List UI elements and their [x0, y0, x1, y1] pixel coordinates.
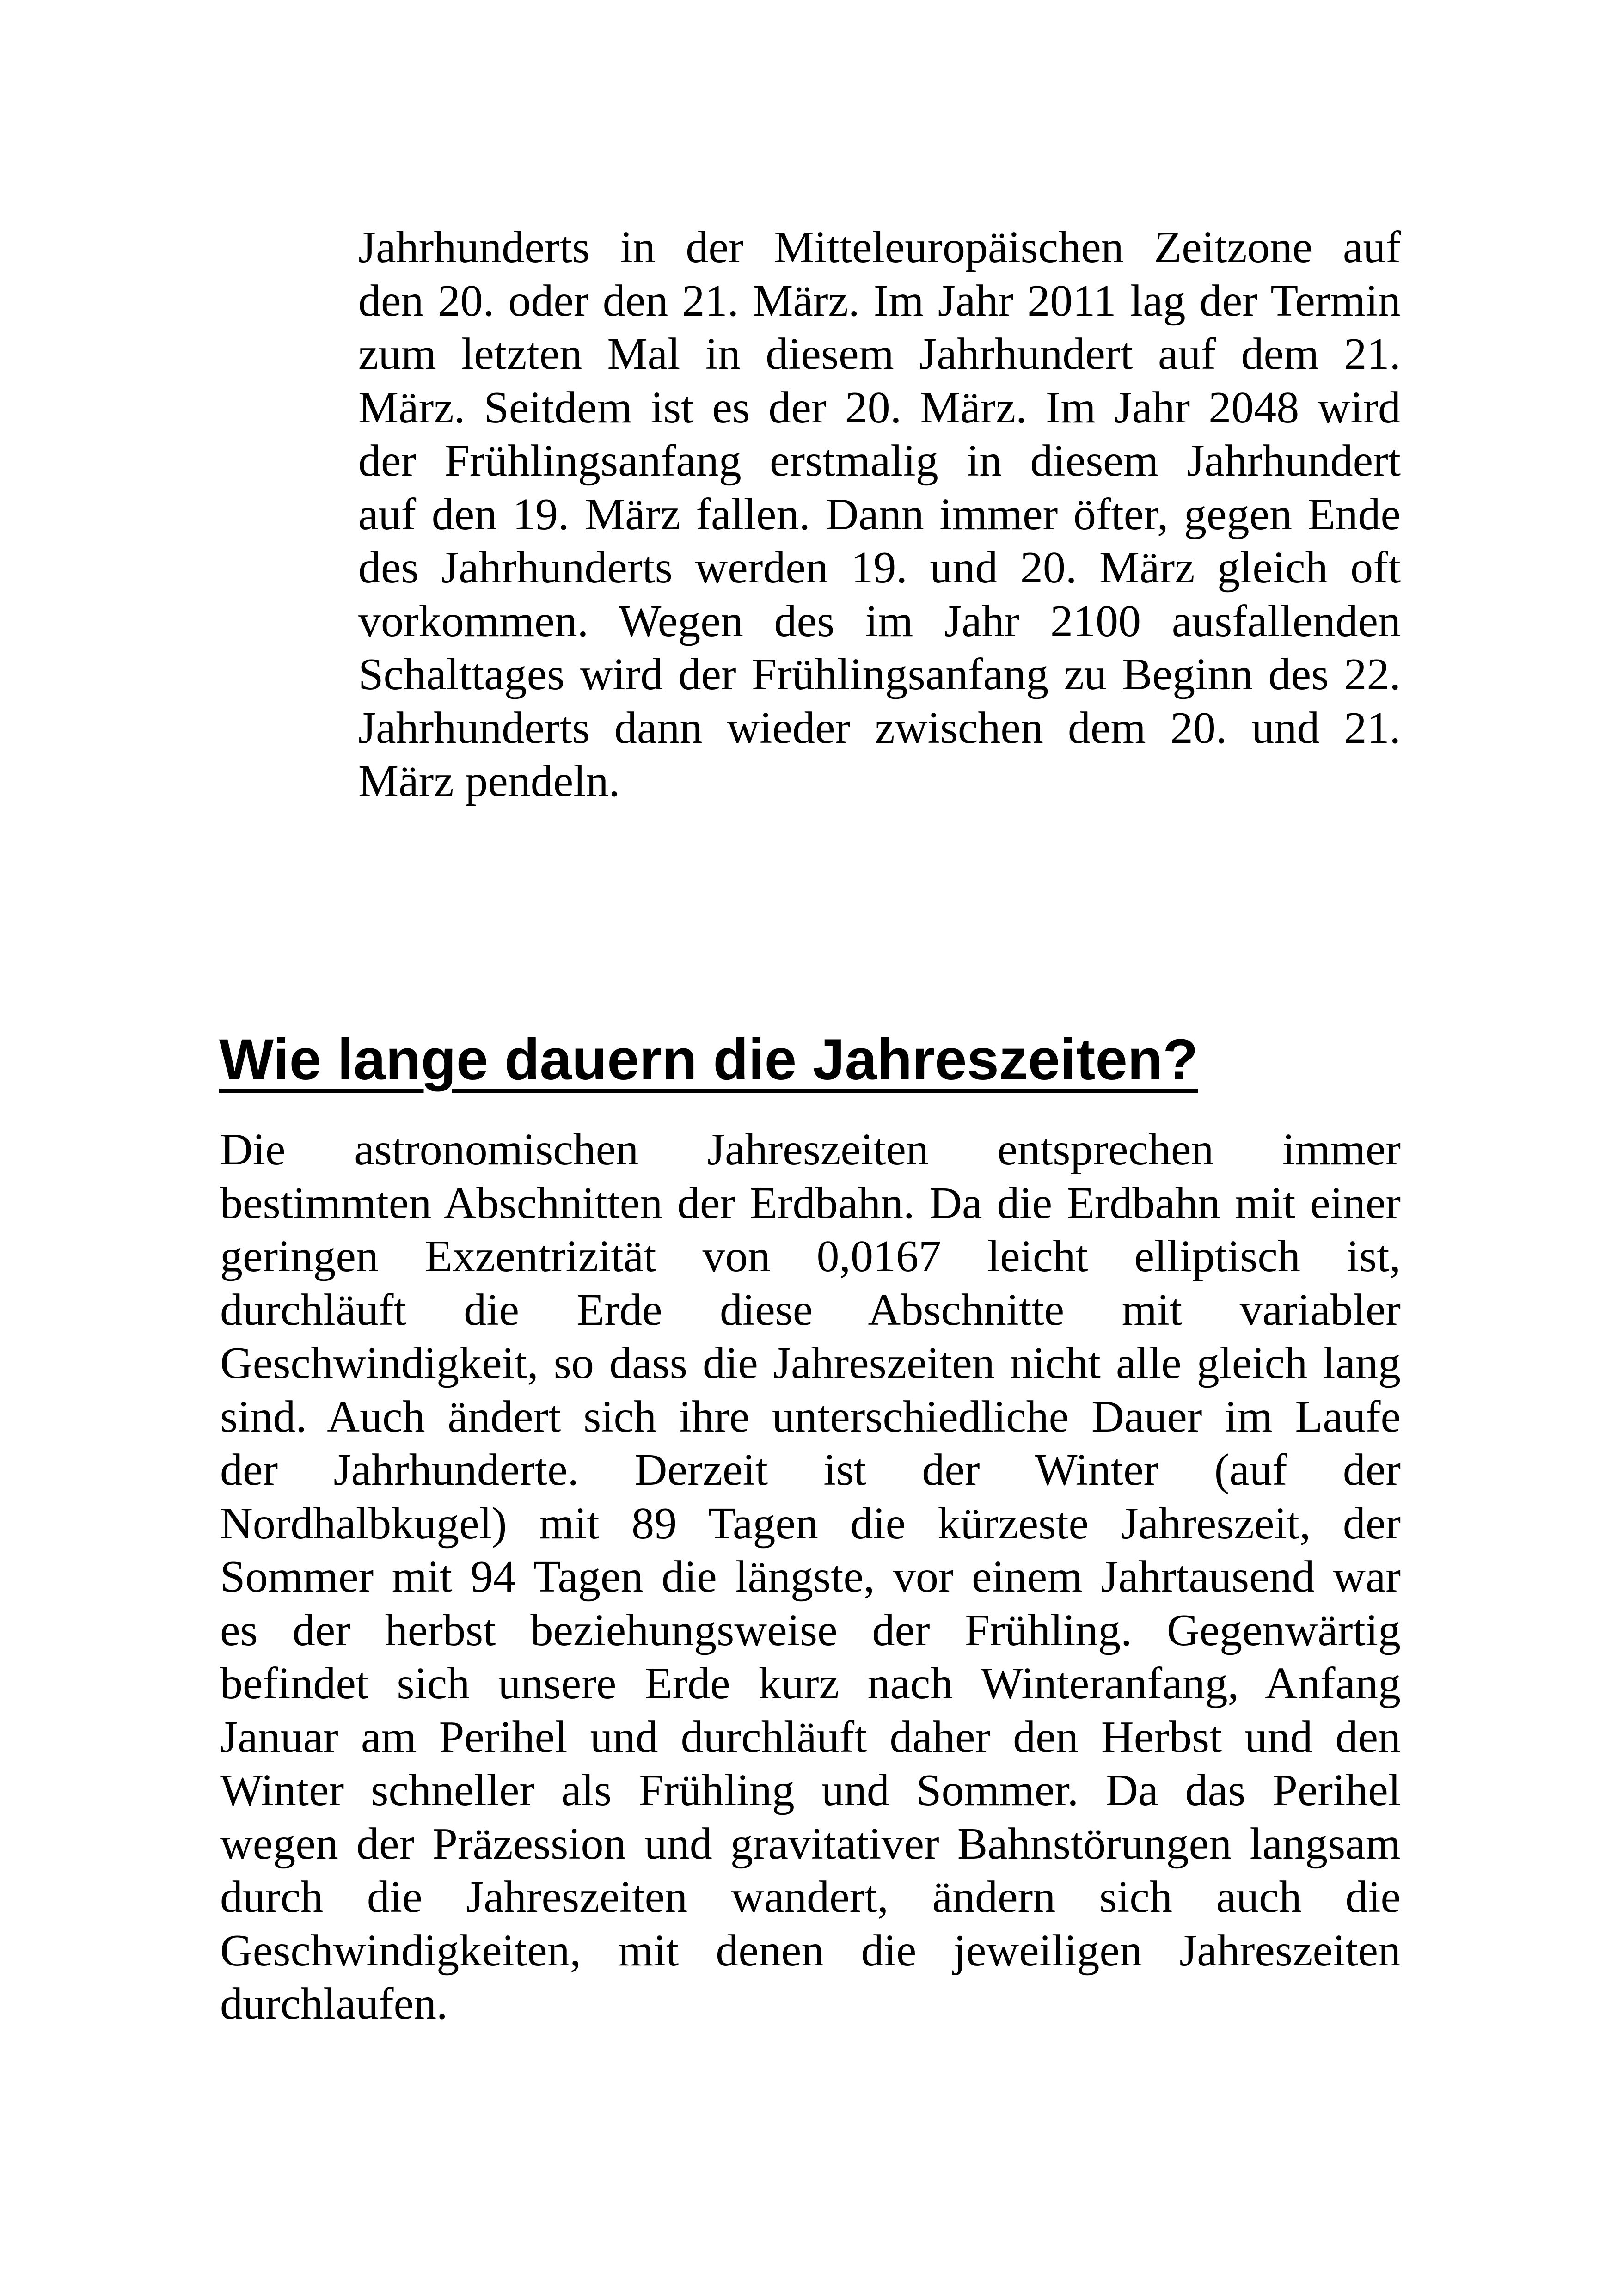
text-line: Geschwindigkeiten, mit denen die jeweiligen Jahreszeiten	[220, 1925, 1401, 1976]
text-line: geringen Exzentrizität von 0,0167 leicht elliptisch ist,	[220, 1231, 1401, 1281]
text-line: durchlaufen.	[220, 1979, 448, 2029]
text-line: sind. Auch ändert sich ihre unterschiedliche Dauer im Laufe	[220, 1391, 1401, 1442]
text-line: Geschwindigkeit, so dass die Jahreszeiten nicht alle gleich lang	[220, 1338, 1401, 1388]
text-line: vorkommen. Wegen des im Jahr 2100 ausfallenden	[358, 596, 1401, 646]
text-line: der Jahrhunderte. Derzeit ist der Winter (auf der	[220, 1445, 1401, 1495]
section-heading: Wie lange dauern die Jahreszeiten?	[219, 1028, 1198, 1092]
text-line: auf den 19. März fallen. Dann immer öfter, gegen Ende	[358, 489, 1401, 539]
text-line: Nordhalbkugel) mit 89 Tagen die kürzeste Jahreszeit, der	[220, 1498, 1401, 1549]
text-line: es der herbst beziehungsweise der Frühling. Gegenwärtig	[220, 1605, 1401, 1655]
text-line: durchläuft die Erde diese Abschnitte mit variabler	[220, 1285, 1401, 1335]
text-line: wegen der Präzession und gravitativer Bahnstörungen langsam	[220, 1818, 1401, 1869]
text-line: Januar am Perihel und durchläuft daher den Herbst und den	[220, 1712, 1401, 1762]
text-line: zum letzten Mal in diesem Jahrhundert auf dem 21.	[358, 329, 1401, 379]
text-line: Sommer mit 94 Tagen die längste, vor einem Jahrtausend war	[220, 1552, 1401, 1602]
text-line: März. Seitdem ist es der 20. März. Im Jahr 2048 wird	[358, 382, 1401, 433]
text-line: Die astronomischen Jahreszeiten entsprechen immer	[220, 1125, 1401, 1175]
text-line: der Frühlingsanfang erstmalig in diesem Jahrhundert	[358, 436, 1401, 486]
text-line: Jahrhunderts dann wieder zwischen dem 20. und 21.	[358, 703, 1401, 753]
text-line: den 20. oder den 21. März. Im Jahr 2011 lag der Termin	[358, 276, 1401, 326]
text-line: Jahrhunderts in der Mitteleuropäischen Zeitzone auf	[358, 222, 1401, 272]
text-line: März pendeln.	[358, 756, 620, 806]
text-line: Schalttages wird der Frühlingsanfang zu Beginn des 22.	[358, 649, 1401, 699]
text-line: bestimmten Abschnitten der Erdbahn. Da die Erdbahn mit einer	[220, 1178, 1401, 1228]
text-line: des Jahrhunderts werden 19. und 20. März gleich oft	[358, 543, 1401, 593]
paragraph-season-length	[220, 1123, 1401, 2031]
text-line: Winter schneller als Frühling und Sommer. Da das Perihel	[220, 1765, 1401, 1815]
text-line: durch die Jahreszeiten wandert, ändern sich auch die	[220, 1872, 1401, 1922]
paragraph-spring-dates	[358, 221, 1401, 808]
text-line: befindet sich unsere Erde kurz nach Winteranfang, Anfang	[220, 1659, 1401, 1708]
